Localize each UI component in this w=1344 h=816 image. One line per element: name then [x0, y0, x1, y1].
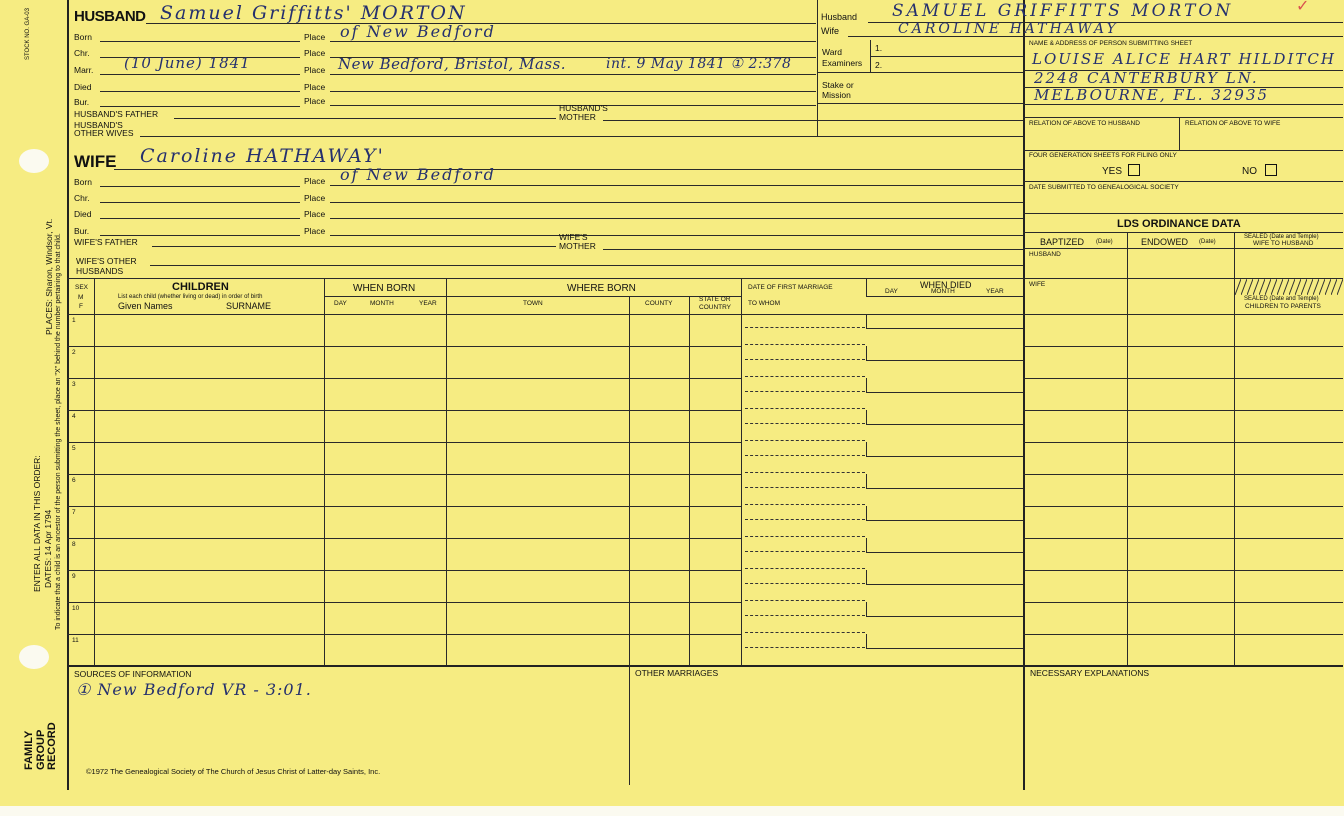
husband-marr-note: int. 9 May 1841 ① 2:378	[606, 56, 792, 72]
lds-child-row-line	[1023, 602, 1343, 603]
husband-bur-label: Bur.	[74, 97, 90, 107]
husband-chr-label: Chr.	[74, 48, 90, 58]
bottom-section-top	[67, 665, 1343, 667]
child-died-line	[866, 424, 1023, 425]
wife-mother-line	[603, 249, 1023, 250]
child-marriage-date-line	[745, 615, 865, 616]
town-label: TOWN	[523, 300, 543, 307]
relation-top	[1023, 117, 1343, 118]
child-row-line	[67, 634, 741, 635]
child-to-whom-line	[745, 536, 865, 537]
child-row-line	[67, 602, 741, 603]
lds-row-wife: WIFE	[1029, 281, 1046, 288]
husband-died-place-label: Place	[304, 82, 326, 92]
wife-died-label: Died	[74, 209, 92, 219]
lds-row-husband: HUSBAND	[1029, 251, 1061, 258]
wife-bur-place-line	[330, 235, 1023, 236]
child-to-whom-line	[745, 632, 865, 633]
wife-chr-label: Chr.	[74, 193, 90, 203]
child-marriage-date-line	[745, 647, 865, 648]
child-row-number: 10	[72, 605, 80, 612]
lds-child-row-line	[1023, 378, 1343, 379]
hatched-block	[1235, 279, 1343, 295]
child-marriage-date-line	[745, 423, 865, 424]
given-names-label: Given Names	[118, 301, 173, 311]
child-died-line	[866, 520, 1023, 521]
wife-other-husbands-label-2: HUSBANDS	[76, 266, 124, 276]
relation-wife-label: RELATION OF ABOVE TO WIFE	[1185, 120, 1281, 127]
children-title: CHILDREN	[172, 281, 229, 293]
husband-mother-line	[603, 120, 1023, 121]
child-row-line	[67, 538, 741, 539]
baptized-label: BAPTIZED	[1040, 237, 1085, 247]
husband-name: Samuel Griffitts' MORTON	[160, 2, 467, 24]
right-panel-divider	[817, 0, 818, 136]
children-header-bottom	[67, 314, 1343, 315]
husband-died-place-line	[330, 91, 816, 92]
wife-died-place-line	[330, 218, 1023, 219]
child-row-number: 9	[72, 573, 76, 580]
child-row-number: 11	[72, 637, 79, 644]
copyright: ©1972 The Genealogical Society of The Church of Jesus Christ of Latter-day Saints, Inc.	[86, 767, 381, 776]
col-when-divider	[446, 278, 447, 665]
child-died-bracket	[866, 602, 867, 616]
wife-chr-place-line	[330, 202, 1023, 203]
wife-section-bottom	[67, 278, 1023, 279]
endowed-label: ENDOWED	[1141, 237, 1188, 247]
side-title-line: GROUP	[34, 729, 47, 770]
lds-child-row-line	[1023, 410, 1343, 411]
lds-child-row-line	[1023, 634, 1343, 635]
husband-bur-place-label: Place	[304, 96, 326, 106]
left-frame-line	[67, 0, 69, 790]
side-title	[24, 722, 59, 770]
wife-born-place-line	[330, 185, 1023, 186]
state-label-2: COUNTRY	[699, 304, 732, 311]
relation-husband-label: RELATION OF ABOVE TO HUSBAND	[1029, 120, 1140, 127]
sources-text: ① New Bedford VR - 3:01.	[76, 680, 312, 699]
stake-label-1: Stake or	[822, 80, 854, 90]
child-row-number: 6	[72, 477, 76, 484]
husband-born-place: of New Bedford	[340, 22, 496, 41]
child-to-whom-line	[745, 472, 865, 473]
husband-marr-line	[100, 74, 300, 75]
child-to-whom-line	[745, 344, 865, 345]
died-day-label: DAY	[885, 288, 898, 295]
yes-checkbox[interactable]	[1128, 164, 1140, 176]
husband-father-line	[174, 118, 556, 119]
child-marriage-date-line	[745, 487, 865, 488]
child-died-bracket	[866, 538, 867, 552]
wife-other-husbands-label-1: WIFE'S OTHER	[76, 256, 137, 266]
relation-divider	[1179, 117, 1180, 150]
husband-died-line	[100, 91, 300, 92]
wife-chr-place-label: Place	[304, 193, 326, 203]
child-to-whom-line	[745, 440, 865, 441]
wife-bur-line	[100, 235, 300, 236]
submitter-line-3: MELBOURNE, FL. 32935	[1034, 86, 1270, 104]
husband-father-label: HUSBAND'S FATHER	[74, 109, 159, 119]
stock-number: STOCK NO. GA-03	[25, 8, 31, 60]
child-row-number: 1	[72, 317, 76, 324]
wife-mother-label-1: WIFE'S	[559, 232, 588, 242]
husband-other-wives-line	[140, 136, 1023, 137]
child-marriage-date-line	[745, 583, 865, 584]
lds-title-bottom	[1023, 232, 1343, 233]
wife-father-label: WIFE'S FATHER	[74, 237, 138, 247]
husband-other-wives-label-1: HUSBAND'S	[74, 120, 123, 130]
child-died-line	[866, 584, 1023, 585]
child-row-number: 8	[72, 541, 76, 548]
child-row-line	[67, 410, 741, 411]
child-row-number: 3	[72, 381, 76, 388]
submitter-label: NAME & ADDRESS OF PERSON SUBMITTING SHEET	[1029, 40, 1193, 47]
child-died-bracket	[866, 346, 867, 360]
punch-hole	[19, 149, 49, 173]
side-places: PLACES: Sharon, Windsor, Vt.	[44, 218, 54, 335]
husband-mother-label-1: HUSBAND'S	[559, 103, 608, 113]
col-county-divider	[689, 296, 690, 665]
lds-col-divider-2	[1234, 232, 1235, 665]
examiner-2: 2.	[875, 60, 883, 70]
wife-bur-label: Bur.	[74, 226, 90, 236]
ward-label: Ward	[822, 47, 842, 57]
lds-child-row-line	[1023, 346, 1343, 347]
submitter-line-2: 2248 CANTERBURY LN.	[1034, 69, 1259, 87]
husband-born-label: Born	[74, 32, 92, 42]
wife-heading: WIFE	[74, 152, 117, 171]
child-died-bracket	[866, 410, 867, 424]
submitter-rule-3	[1023, 104, 1343, 105]
wife-died-place-label: Place	[304, 209, 326, 219]
wife-born-label: Born	[74, 177, 92, 187]
child-died-line	[866, 328, 1023, 329]
first-marriage-label: DATE OF FIRST MARRIAGE	[748, 284, 833, 291]
child-to-whom-line	[745, 408, 865, 409]
child-died-bracket	[866, 474, 867, 488]
child-died-bracket	[866, 378, 867, 392]
sealed-wife-label-2: WIFE TO HUSBAND	[1253, 240, 1314, 247]
wife-bur-place-label: Place	[304, 226, 326, 236]
examiners-label: Examiners	[822, 58, 863, 68]
child-row-line	[67, 506, 741, 507]
rp-wife-label: Wife	[821, 26, 839, 36]
child-marriage-date-line	[745, 519, 865, 520]
col-names-divider	[324, 278, 325, 665]
four-gen-bottom	[1023, 181, 1343, 182]
child-marriage-date-line	[745, 359, 865, 360]
wife-name: Caroline HATHAWAY'	[140, 145, 385, 167]
wife-born-place: of New Bedford	[340, 165, 496, 184]
children-instruction: List each child (whether living or dead) in order of birth	[118, 294, 263, 300]
necessary-explanations-label: NECESSARY EXPLANATIONS	[1030, 668, 1150, 678]
wife-died-line	[100, 218, 300, 219]
examiners-bottom	[817, 72, 1023, 73]
sex-m: M	[78, 294, 84, 301]
child-row-line	[67, 442, 741, 443]
where-born-label: WHERE BORN	[567, 283, 636, 294]
side-title-line: RECORD	[46, 722, 59, 770]
col-died-header-divider	[866, 278, 867, 297]
child-died-line	[866, 360, 1023, 361]
wife-father-line	[152, 246, 556, 247]
died-subheader-line	[866, 296, 1023, 297]
child-died-line	[866, 488, 1023, 489]
husband-other-wives-label-2: OTHER WIVES	[74, 128, 134, 138]
child-to-whom-line	[745, 376, 865, 377]
examiner-1: 1.	[875, 43, 883, 53]
rp-husband-label: Husband	[821, 12, 858, 22]
sources-label: SOURCES OF INFORMATION	[74, 669, 192, 679]
child-died-bracket	[866, 634, 867, 648]
date-submitted-bottom	[1023, 213, 1343, 214]
child-row-number: 7	[72, 509, 76, 516]
other-marriages-label: OTHER MARRIAGES	[635, 668, 719, 678]
rp-wife-name: CAROLINE HATHAWAY	[898, 21, 1119, 37]
col-sex-divider	[94, 278, 95, 665]
child-marriage-date-line	[745, 455, 865, 456]
four-gen-label: FOUR GENERATION SHEETS FOR FILING ONLY	[1029, 152, 1177, 159]
child-died-line	[866, 456, 1023, 457]
yes-label: YES	[1102, 166, 1123, 177]
born-day-label: DAY	[334, 300, 347, 307]
child-row-number: 5	[72, 445, 76, 452]
born-month-label: MONTH	[370, 300, 394, 307]
husband-born-place-label: Place	[304, 32, 326, 42]
sealed-children-label-1: SEALED (Date and Temple)	[1244, 296, 1319, 302]
husband-marr-date: (10 June) 1841	[124, 54, 251, 72]
lds-child-row-line	[1023, 570, 1343, 571]
husband-marr-place-label: Place	[304, 65, 326, 75]
punch-hole	[19, 645, 49, 669]
child-died-bracket	[866, 314, 867, 328]
wife-other-husbands-line	[150, 265, 1023, 266]
husband-bur-line	[100, 106, 300, 107]
child-died-line	[866, 616, 1023, 617]
sealed-children-label-2: CHILDREN TO PARENTS	[1245, 303, 1321, 310]
to-whom-label: TO WHOM	[748, 300, 781, 307]
died-year-label: YEAR	[986, 288, 1004, 295]
husband-marr-place: New Bedford, Bristol, Mass.	[338, 55, 567, 73]
wife-mother-label-2: MOTHER	[559, 241, 596, 251]
child-to-whom-line	[745, 568, 865, 569]
lds-child-row-line	[1023, 506, 1343, 507]
husband-heading: HUSBAND	[74, 8, 146, 25]
col-where-divider	[741, 278, 742, 665]
husband-born-place-line	[330, 41, 816, 42]
wife-name-line	[114, 169, 1023, 170]
born-subheader-line	[324, 296, 741, 297]
baptized-date-label: (Date)	[1096, 239, 1113, 245]
sex-f: F	[79, 303, 83, 310]
child-died-bracket	[866, 570, 867, 584]
check-mark: ✓	[1296, 0, 1310, 15]
county-label: COUNTY	[645, 300, 673, 307]
stake-label-2: Mission	[822, 90, 851, 100]
died-month-label: MONTH	[931, 288, 955, 295]
endowed-date-label: (Date)	[1199, 239, 1216, 245]
relation-bottom	[1023, 150, 1343, 151]
child-died-line	[866, 552, 1023, 553]
col-town-divider	[629, 296, 630, 665]
wife-born-place-label: Place	[304, 176, 326, 186]
bottom-divider	[629, 665, 630, 785]
submitter-line-1: LOUISE ALICE HART HILDITCH	[1032, 50, 1336, 68]
when-born-label: WHEN BORN	[353, 283, 416, 294]
sex-label: SEX	[75, 284, 89, 291]
child-row-number: 2	[72, 349, 76, 356]
no-label: NO	[1242, 166, 1257, 177]
lds-col-divider-1	[1127, 232, 1128, 665]
husband-mother-label-2: MOTHER	[559, 112, 596, 122]
side-instruction: To indicate that a child is an ancestor of the person submitting the sheet, place an "X" behind the number pertaining to that child.	[55, 233, 62, 630]
when-died-label: WHEN DIED	[920, 280, 972, 290]
side-order: ENTER ALL DATA IN THIS ORDER:	[32, 455, 42, 592]
child-died-bracket	[866, 506, 867, 520]
date-submitted-label: DATE SUBMITTED TO GENEALOGICAL SOCIETY	[1029, 184, 1179, 191]
stake-bottom	[817, 103, 1023, 104]
husband-marr-label: Marr.	[74, 65, 94, 75]
child-marriage-date-line	[745, 327, 865, 328]
wife-chr-line	[100, 202, 300, 203]
lds-child-row-line	[1023, 474, 1343, 475]
child-died-line	[866, 648, 1023, 649]
lds-header-bottom	[1023, 248, 1343, 249]
child-died-line	[866, 392, 1023, 393]
child-row-number: 4	[72, 413, 76, 420]
husband-marr-place-line	[330, 74, 816, 75]
surname-label: SURNAME	[226, 301, 272, 311]
sealed-wife-label-1: SEALED (Date and Temple)	[1244, 234, 1319, 240]
child-row-line	[67, 346, 741, 347]
husband-chr-place-label: Place	[304, 48, 326, 58]
lds-child-row-line	[1023, 538, 1343, 539]
ordinance-divider	[1023, 0, 1025, 790]
lds-title: LDS ORDINANCE DATA	[1117, 218, 1241, 230]
lds-child-row-line	[1023, 442, 1343, 443]
child-to-whom-line	[745, 600, 865, 601]
state-label-1: STATE OR	[699, 296, 731, 303]
wife-born-line	[100, 186, 300, 187]
examiner-row-line	[870, 56, 1023, 57]
husband-died-label: Died	[74, 82, 92, 92]
born-year-label: YEAR	[419, 300, 437, 307]
child-row-line	[67, 474, 741, 475]
child-row-line	[67, 570, 741, 571]
child-marriage-date-line	[745, 391, 865, 392]
side-title-line: FAMILY	[23, 730, 35, 770]
side-dates: DATES: 14 Apr 1794	[43, 509, 53, 588]
rp-husband-name: SAMUEL GRIFFITTS MORTON	[892, 1, 1234, 21]
husband-born-line	[100, 41, 300, 42]
child-marriage-date-line	[745, 551, 865, 552]
child-row-line	[67, 378, 741, 379]
child-died-bracket	[866, 442, 867, 456]
child-to-whom-line	[745, 504, 865, 505]
no-checkbox[interactable]	[1265, 164, 1277, 176]
